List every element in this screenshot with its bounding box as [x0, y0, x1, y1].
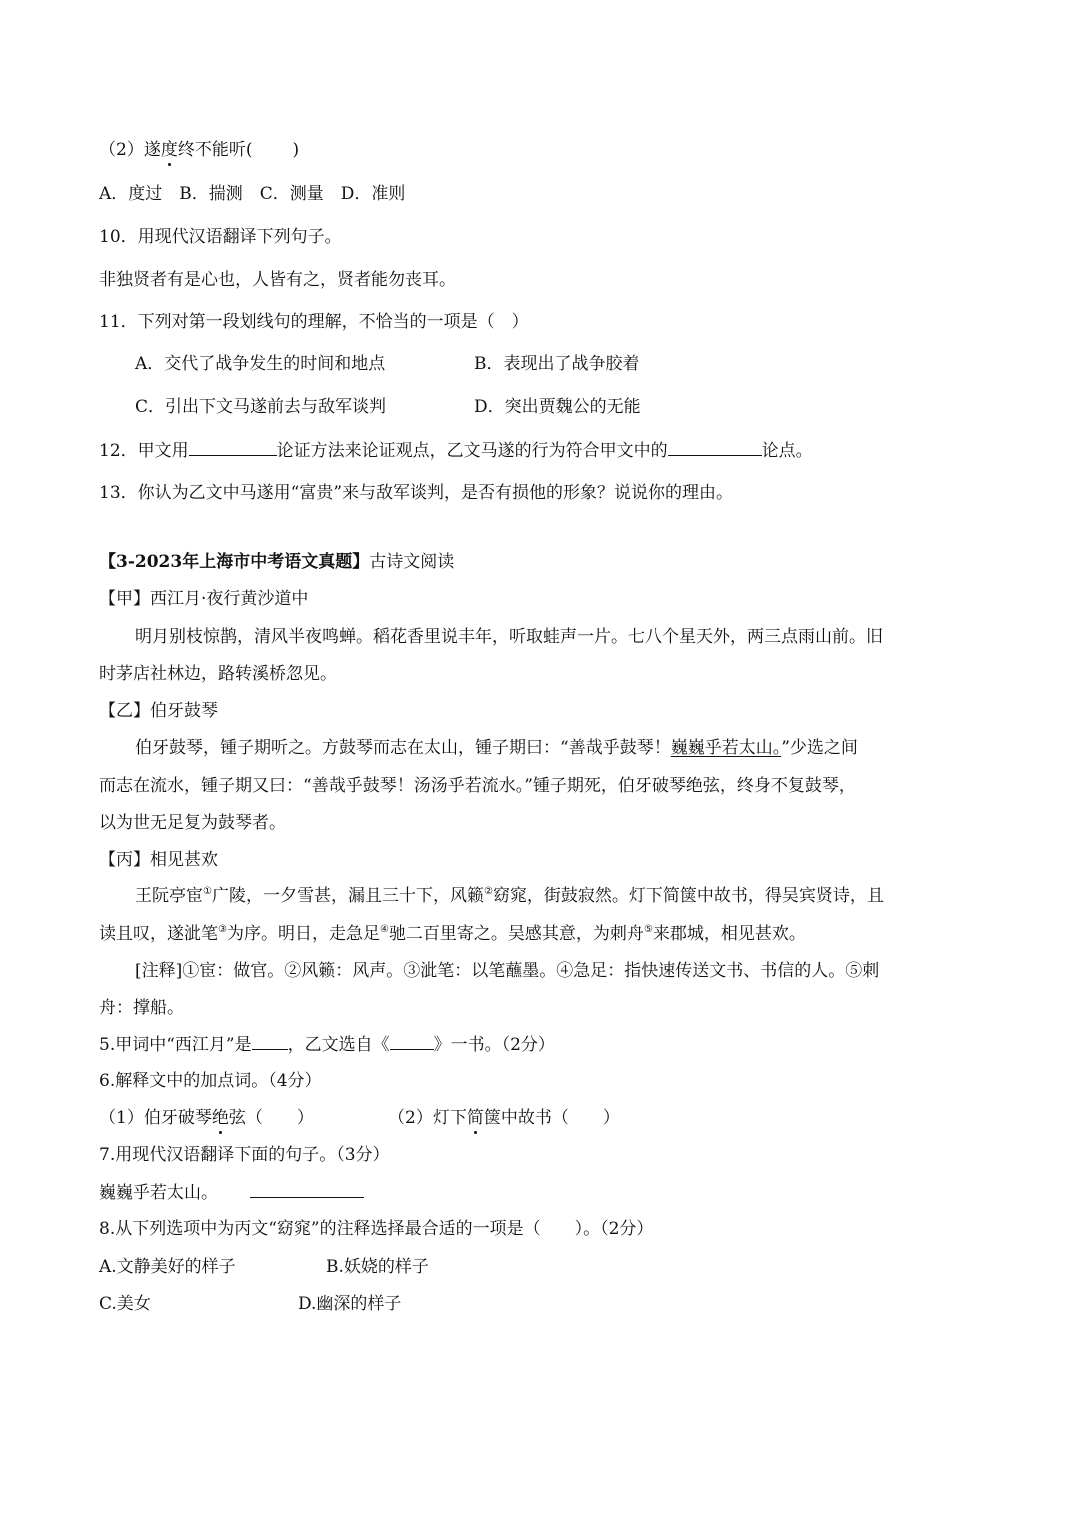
q5-blank-1[interactable] [252, 1033, 288, 1050]
q7-answer-blank[interactable] [250, 1181, 364, 1198]
underlined-sentence: 巍巍乎若太山。 [670, 738, 782, 758]
q8-option-b: B.妖娆的样子 [326, 1257, 429, 1277]
footnote-5: ⑤ [643, 924, 653, 935]
q7-sentence-line: 巍巍乎若太山。 [99, 1181, 364, 1204]
q6-part-2: （2）灯下简箧中故书（ ） [388, 1108, 620, 1128]
dotted-char: 简 [466, 1108, 484, 1128]
q13-prompt: 13．你认为乙文中马遂用“富贵”来与敌军谈判，是否有损他的形象？说说你的理由。 [99, 483, 734, 503]
dotted-char: 绝 [211, 1108, 229, 1128]
q5-prompt: 5.甲词中“西江月”是 ，乙文选自《 》一书。（2分） [99, 1035, 555, 1055]
q10-sentence: 非独贤者有是心也，人皆有之，贤者能勿丧耳。 [99, 270, 456, 290]
q8-option-d: D.幽深的样子 [298, 1294, 402, 1314]
q8-option-c: C.美女 [99, 1294, 151, 1314]
q11-option-d: D．突出贾魏公的无能 [474, 397, 641, 417]
q11-option-c: C．引出下文马遂前去与敌军谈判 [135, 397, 387, 417]
q11-option-b: B．表现出了战争胶着 [474, 354, 640, 374]
footnote-3: ③ [218, 924, 227, 935]
yi-heading: 【乙】伯牙鼓琴 [99, 701, 218, 721]
q8-option-a: A.文静美好的样子 [99, 1257, 236, 1277]
bing-notes-1: [注释]①宦：做官。②风籁：风声。③泚笔：以笔蘸墨。④急足：指快速传送文书、书信的人。⑤刺 [135, 961, 880, 981]
q11-option-a: A．交代了战争发生的时间和地点 [135, 354, 386, 374]
bing-line-2: 读且叹，遂泚笔③为序。明日，走急足④驰二百里寄之。吴感其意，为刺舟⑤来郡城，相见甚欢。 [99, 924, 806, 944]
dotted-char: 度 [160, 140, 178, 160]
yi-line-1: 伯牙鼓琴，锺子期听之。方鼓琴而志在太山，锺子期曰：“善哉乎鼓琴！巍巍乎若太山。”少选之间 [135, 738, 858, 758]
q8-prompt: 8.从下列选项中为丙文“窈窕”的注释选择最合适的一项是（ ）。（2分） [99, 1219, 654, 1239]
q5-blank-2[interactable] [390, 1033, 434, 1050]
q12-prompt: 12．甲文用 论证方法来论证观点，乙文马遂的行为符合甲文中的 论点。 [99, 441, 813, 461]
q6-part-1: （1）伯牙破琴绝弦（ ） [99, 1108, 314, 1128]
bing-line-1: 王阮亭宦①广陵，一夕雪甚，漏且三十下，风籁②窈窕，街鼓寂然。灯下简箧中故书，得吴宾贤诗，且 [135, 886, 884, 906]
q9-2-options: A．度过 B．揣测 C．测量 D．准则 [99, 184, 406, 204]
q12-blank-1[interactable] [189, 439, 277, 456]
footnote-4: ④ [379, 924, 389, 935]
footnote-1: ① [203, 886, 212, 897]
q11-prompt: 11．下列对第一段划线句的理解，不恰当的一项是（ ） [99, 312, 529, 332]
q12-blank-2[interactable] [668, 439, 762, 456]
q10-prompt: 10．用现代汉语翻译下列句子。 [99, 227, 342, 247]
bing-notes-2: 舟：撑船。 [99, 998, 184, 1018]
jia-line-1: 明月别枝惊鹊，清风半夜鸣蝉。稻花香里说丰年，听取蛙声一片。七八个星天外，两三点雨山前。旧 [135, 627, 883, 647]
section-subtitle: 古诗文阅读 [369, 552, 455, 572]
yi-line-3: 以为世无足复为鼓琴者。 [99, 813, 286, 833]
q6-prompt: 6.解释文中的加点词。（4分） [99, 1071, 322, 1091]
yi-line-2: 而志在流水，锺子期又曰：“善哉乎鼓琴！汤汤乎若流水。”锺子期死，伯牙破琴绝弦，终身不复鼓琴， [99, 776, 856, 796]
jia-line-2: 时茅店社林边，路转溪桥忽见。 [99, 664, 337, 684]
section-heading [99, 551, 454, 573]
q7-prompt: 7.用现代汉语翻译下面的句子。（3分） [99, 1145, 390, 1165]
section-title: 【3-2023年上海市中考语文真题】 [99, 552, 370, 572]
bing-heading: 【丙】相见甚欢 [99, 850, 218, 870]
jia-heading: 【甲】西江月·夜行黄沙道中 [99, 589, 309, 609]
footnote-2: ② [483, 886, 493, 897]
q9-2-prompt: （2）遂度终不能听( ) [99, 140, 300, 160]
